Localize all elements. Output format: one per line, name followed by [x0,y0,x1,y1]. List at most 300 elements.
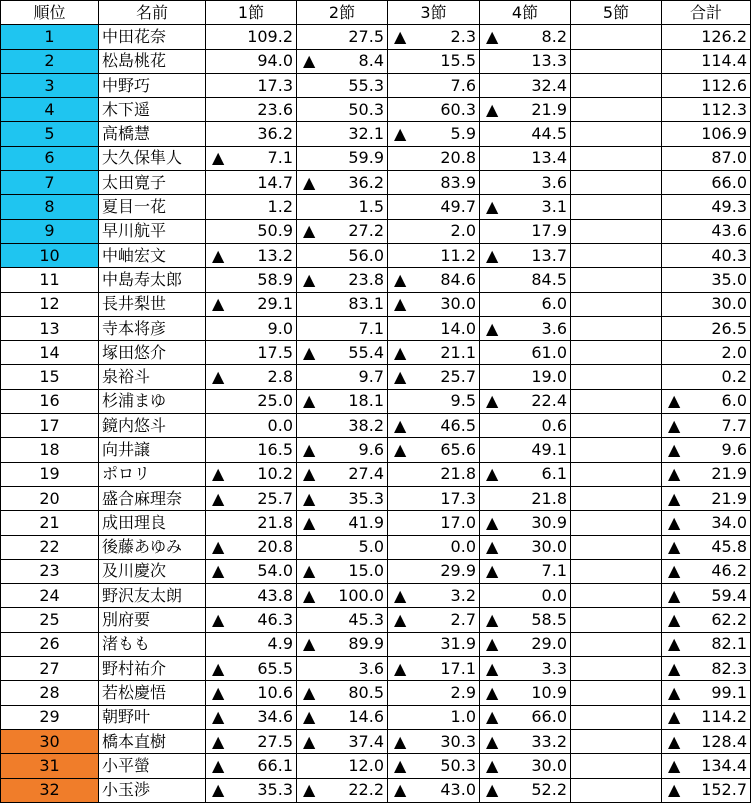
cell-value: 21.9 [711,488,747,508]
round-2-cell [297,341,388,365]
cell-value: 152.7 [701,780,747,800]
cell-value: 27.2 [348,221,384,241]
negative-marker-icon: ▲ [668,391,681,411]
round-3-cell: 0.0 [388,535,480,559]
round-3-cell: 49.7 [388,195,480,219]
name-cell: 後藤あゆみ [99,535,206,559]
total-cell [662,559,751,583]
round-5-cell [571,73,662,97]
table-row [1,754,751,778]
negative-marker-icon: ▲ [212,682,225,702]
rank-cell: 24 [1,584,99,608]
round-2-cell: 32.1 [297,122,388,146]
round-4-cell [480,98,571,122]
table-row [1,316,751,340]
table-row [1,25,751,49]
negative-marker-icon: ▲ [212,367,225,387]
negative-marker-icon: ▲ [394,755,407,775]
name-cell: 向井譲 [99,438,206,462]
cell-value: 6.0 [721,391,747,411]
round-3-cell: 29.9 [388,559,480,583]
cell-value: 99.1 [711,682,747,702]
cell-value: 134.4 [701,755,747,775]
cell-value: 20.8 [257,537,293,557]
header-total: 合計 [662,1,751,25]
negative-marker-icon: ▲ [303,51,316,71]
round-5-cell [571,316,662,340]
round-1-cell: 58.9 [206,268,297,292]
rank-cell: 15 [1,365,99,389]
table-row [1,268,751,292]
round-3-cell: 21.8 [388,462,480,486]
rank-cell: 13 [1,316,99,340]
header-round-4: 4節 [480,1,571,25]
round-1-cell [206,681,297,705]
cell-value: 3.2 [450,585,476,605]
cell-value: 7.1 [541,561,567,581]
round-4-cell [480,535,571,559]
negative-marker-icon: ▲ [212,294,225,314]
round-4-cell: 49.1 [480,438,571,462]
negative-marker-icon: ▲ [668,731,681,751]
name-cell: 長井梨世 [99,292,206,316]
total-cell: 126.2 [662,25,751,49]
round-2-cell: 12.0 [297,754,388,778]
negative-marker-icon: ▲ [668,610,681,630]
round-4-cell: 84.5 [480,268,571,292]
negative-marker-icon: ▲ [668,780,681,800]
total-cell [662,389,751,413]
negative-marker-icon: ▲ [212,148,225,168]
round-2-cell [297,438,388,462]
total-cell [662,705,751,729]
total-cell [662,754,751,778]
total-cell: 112.3 [662,98,751,122]
total-cell [662,462,751,486]
negative-marker-icon: ▲ [394,731,407,751]
round-2-cell [297,705,388,729]
cell-value: 22.2 [348,780,384,800]
round-5-cell [571,559,662,583]
round-4-cell: 61.0 [480,341,571,365]
round-1-cell: 50.9 [206,219,297,243]
cell-value: 7.1 [267,148,293,168]
total-cell: 49.3 [662,195,751,219]
round-5-cell [571,389,662,413]
negative-marker-icon: ▲ [668,585,681,605]
round-4-cell [480,243,571,267]
round-5-cell [571,243,662,267]
negative-marker-icon: ▲ [303,512,316,532]
round-3-cell: 20.8 [388,146,480,170]
round-4-cell [480,25,571,49]
negative-marker-icon: ▲ [486,610,499,630]
round-3-cell [388,438,480,462]
rank-cell: 14 [1,341,99,365]
header-round-3: 3節 [388,1,480,25]
name-cell: 別府要 [99,608,206,632]
rank-cell: 4 [1,98,99,122]
negative-marker-icon: ▲ [394,658,407,678]
round-1-cell [206,146,297,170]
round-4-cell [480,632,571,656]
round-1-cell: 4.9 [206,632,297,656]
round-1-cell [206,559,297,583]
table-row [1,389,751,413]
negative-marker-icon: ▲ [394,585,407,605]
round-5-cell [571,729,662,753]
negative-marker-icon: ▲ [303,172,316,192]
total-cell [662,535,751,559]
round-3-cell: 17.3 [388,486,480,510]
round-4-cell [480,754,571,778]
table-row [1,632,751,656]
name-cell: 若松慶悟 [99,681,206,705]
round-3-cell: 11.2 [388,243,480,267]
cell-value: 37.4 [348,731,384,751]
table-body [1,25,751,803]
negative-marker-icon: ▲ [486,537,499,557]
cell-value: 84.6 [440,269,476,289]
round-2-cell: 3.6 [297,657,388,681]
cell-value: 34.0 [711,512,747,532]
cell-value: 34.6 [257,707,293,727]
negative-marker-icon: ▲ [212,755,225,775]
cell-value: 22.4 [531,391,567,411]
negative-marker-icon: ▲ [668,707,681,727]
table-row [1,778,751,802]
round-3-cell: 2.0 [388,219,480,243]
round-4-cell [480,195,571,219]
total-cell: 0.2 [662,365,751,389]
negative-marker-icon: ▲ [303,585,316,605]
name-cell: 夏目一花 [99,195,206,219]
round-2-cell [297,462,388,486]
negative-marker-icon: ▲ [486,561,499,581]
round-3-cell [388,414,480,438]
rank-cell: 2 [1,49,99,73]
cell-value: 36.2 [348,172,384,192]
round-5-cell [571,292,662,316]
table-row [1,657,751,681]
negative-marker-icon: ▲ [486,318,499,338]
round-2-cell: 56.0 [297,243,388,267]
round-2-cell: 1.5 [297,195,388,219]
cell-value: 3.6 [541,318,567,338]
name-cell: 中田花奈 [99,25,206,49]
negative-marker-icon: ▲ [668,415,681,435]
round-1-cell: 94.0 [206,49,297,73]
round-1-cell [206,754,297,778]
negative-marker-icon: ▲ [303,439,316,459]
round-4-cell: 32.4 [480,73,571,97]
negative-marker-icon: ▲ [486,464,499,484]
round-4-cell [480,316,571,340]
negative-marker-icon: ▲ [303,221,316,241]
negative-marker-icon: ▲ [394,294,407,314]
cell-value: 17.1 [440,658,476,678]
round-2-cell [297,486,388,510]
total-cell [662,414,751,438]
cell-value: 66.1 [257,755,293,775]
round-1-cell [206,462,297,486]
round-4-cell: 44.5 [480,122,571,146]
round-2-cell: 59.9 [297,146,388,170]
negative-marker-icon: ▲ [303,464,316,484]
rank-cell: 5 [1,122,99,146]
total-cell: 87.0 [662,146,751,170]
round-1-cell [206,608,297,632]
round-5-cell [571,754,662,778]
cell-value: 9.6 [721,439,747,459]
table-row [1,559,751,583]
round-5-cell [571,341,662,365]
round-3-cell [388,608,480,632]
round-1-cell: 109.2 [206,25,297,49]
cell-value: 65.6 [440,439,476,459]
round-2-cell: 38.2 [297,414,388,438]
cell-value: 3.3 [541,658,567,678]
cell-value: 23.8 [348,269,384,289]
round-3-cell [388,341,480,365]
round-5-cell [571,98,662,122]
round-1-cell: 17.5 [206,341,297,365]
round-4-cell: 13.4 [480,146,571,170]
negative-marker-icon: ▲ [486,658,499,678]
negative-marker-icon: ▲ [486,634,499,654]
rank-cell: 16 [1,389,99,413]
round-5-cell [571,414,662,438]
round-5-cell [571,146,662,170]
rank-cell: 11 [1,268,99,292]
round-5-cell [571,438,662,462]
cell-value: 66.0 [531,707,567,727]
cell-value: 10.6 [257,682,293,702]
negative-marker-icon: ▲ [486,682,499,702]
negative-marker-icon: ▲ [668,561,681,581]
round-2-cell [297,49,388,73]
rank-cell: 3 [1,73,99,97]
total-cell: 112.6 [662,73,751,97]
negative-marker-icon: ▲ [394,415,407,435]
round-1-cell [206,365,297,389]
round-2-cell [297,729,388,753]
negative-marker-icon: ▲ [486,731,499,751]
cell-value: 30.9 [531,512,567,532]
round-5-cell [571,657,662,681]
cell-value: 58.5 [531,610,567,630]
round-3-cell [388,25,480,49]
name-cell: 橋本直樹 [99,729,206,753]
cell-value: 33.2 [531,731,567,751]
round-3-cell: 7.6 [388,73,480,97]
cell-value: 41.9 [348,512,384,532]
round-5-cell [571,608,662,632]
table-row [1,705,751,729]
cell-value: 21.9 [531,99,567,119]
round-3-cell [388,754,480,778]
name-cell: 大久保隼人 [99,146,206,170]
cell-value: 114.2 [701,707,747,727]
rank-cell: 29 [1,705,99,729]
negative-marker-icon: ▲ [303,780,316,800]
table-row [1,584,751,608]
cell-value: 46.2 [711,561,747,581]
rank-cell: 30 [1,729,99,753]
round-2-cell: 55.3 [297,73,388,97]
negative-marker-icon: ▲ [394,367,407,387]
round-1-cell: 17.3 [206,73,297,97]
table-row [1,414,751,438]
rank-cell: 18 [1,438,99,462]
round-2-cell [297,681,388,705]
table-row [1,98,751,122]
rank-cell: 22 [1,535,99,559]
total-cell [662,608,751,632]
table-row [1,49,751,73]
rank-cell: 8 [1,195,99,219]
round-5-cell [571,171,662,195]
round-1-cell [206,535,297,559]
name-cell: 泉裕斗 [99,365,206,389]
rank-cell: 25 [1,608,99,632]
round-2-cell [297,584,388,608]
round-2-cell: 27.5 [297,25,388,49]
round-5-cell [571,49,662,73]
cell-value: 35.3 [348,488,384,508]
name-cell: 中岫宏文 [99,243,206,267]
cell-value: 29.1 [257,294,293,314]
round-5-cell [571,535,662,559]
table-row [1,365,751,389]
name-cell: 小玉渉 [99,778,206,802]
round-5-cell [571,632,662,656]
header-row [1,1,751,25]
round-4-cell: 13.3 [480,49,571,73]
cell-value: 43.0 [440,780,476,800]
round-2-cell: 5.0 [297,535,388,559]
round-3-cell: 14.0 [388,316,480,340]
name-cell: 野村祐介 [99,657,206,681]
cell-value: 30.3 [440,731,476,751]
round-3-cell: 17.0 [388,511,480,535]
cell-value: 46.5 [440,415,476,435]
total-cell: 30.0 [662,292,751,316]
rank-cell: 9 [1,219,99,243]
cell-value: 3.1 [541,197,567,217]
name-cell: 早川航平 [99,219,206,243]
cell-value: 25.7 [440,367,476,387]
total-cell [662,729,751,753]
rank-cell: 21 [1,511,99,535]
total-cell [662,438,751,462]
cell-value: 14.6 [348,707,384,727]
round-4-cell [480,389,571,413]
round-1-cell: 25.0 [206,389,297,413]
name-cell: 及川慶次 [99,559,206,583]
negative-marker-icon: ▲ [394,269,407,289]
round-1-cell: 36.2 [206,122,297,146]
round-1-cell: 14.7 [206,171,297,195]
cell-value: 13.7 [531,245,567,265]
round-1-cell: 23.6 [206,98,297,122]
negative-marker-icon: ▲ [486,391,499,411]
cell-value: 2.8 [267,367,293,387]
cell-value: 10.9 [531,682,567,702]
negative-marker-icon: ▲ [668,634,681,654]
name-cell: 朝野叶 [99,705,206,729]
round-4-cell: 0.6 [480,414,571,438]
round-3-cell: 1.0 [388,705,480,729]
cell-value: 21.9 [711,464,747,484]
negative-marker-icon: ▲ [486,245,499,265]
round-4-cell [480,657,571,681]
total-cell: 106.9 [662,122,751,146]
cell-value: 80.5 [348,682,384,702]
negative-marker-icon: ▲ [394,26,407,46]
round-4-cell [480,705,571,729]
round-3-cell: 31.9 [388,632,480,656]
cell-value: 25.7 [257,488,293,508]
round-5-cell [571,462,662,486]
round-5-cell [571,705,662,729]
negative-marker-icon: ▲ [303,707,316,727]
negative-marker-icon: ▲ [486,197,499,217]
table-row [1,535,751,559]
negative-marker-icon: ▲ [303,342,316,362]
negative-marker-icon: ▲ [303,391,316,411]
negative-marker-icon: ▲ [486,780,499,800]
cell-value: 8.4 [358,51,384,71]
negative-marker-icon: ▲ [303,561,316,581]
cell-value: 59.4 [711,585,747,605]
table-row [1,341,751,365]
cell-value: 6.1 [541,464,567,484]
cell-value: 82.1 [711,634,747,654]
table-row [1,195,751,219]
round-1-cell: 0.0 [206,414,297,438]
table-row [1,219,751,243]
rank-cell: 17 [1,414,99,438]
total-cell: 40.3 [662,243,751,267]
round-2-cell: 83.1 [297,292,388,316]
cell-value: 2.7 [450,610,476,630]
rank-cell: 1 [1,25,99,49]
total-cell: 2.0 [662,341,751,365]
negative-marker-icon: ▲ [212,610,225,630]
round-5-cell [571,219,662,243]
round-5-cell [571,365,662,389]
cell-value: 89.9 [348,634,384,654]
round-3-cell: 15.5 [388,49,480,73]
cell-value: 13.2 [257,245,293,265]
name-cell: 杉浦まゆ [99,389,206,413]
total-cell [662,486,751,510]
rank-cell: 26 [1,632,99,656]
rank-cell: 23 [1,559,99,583]
negative-marker-icon: ▲ [668,464,681,484]
round-5-cell [571,681,662,705]
round-1-cell: 43.8 [206,584,297,608]
total-cell: 35.0 [662,268,751,292]
name-cell: ポロリ [99,462,206,486]
round-2-cell: 7.1 [297,316,388,340]
round-5-cell [571,486,662,510]
round-1-cell [206,243,297,267]
table-row [1,146,751,170]
table-row [1,729,751,753]
round-4-cell [480,462,571,486]
